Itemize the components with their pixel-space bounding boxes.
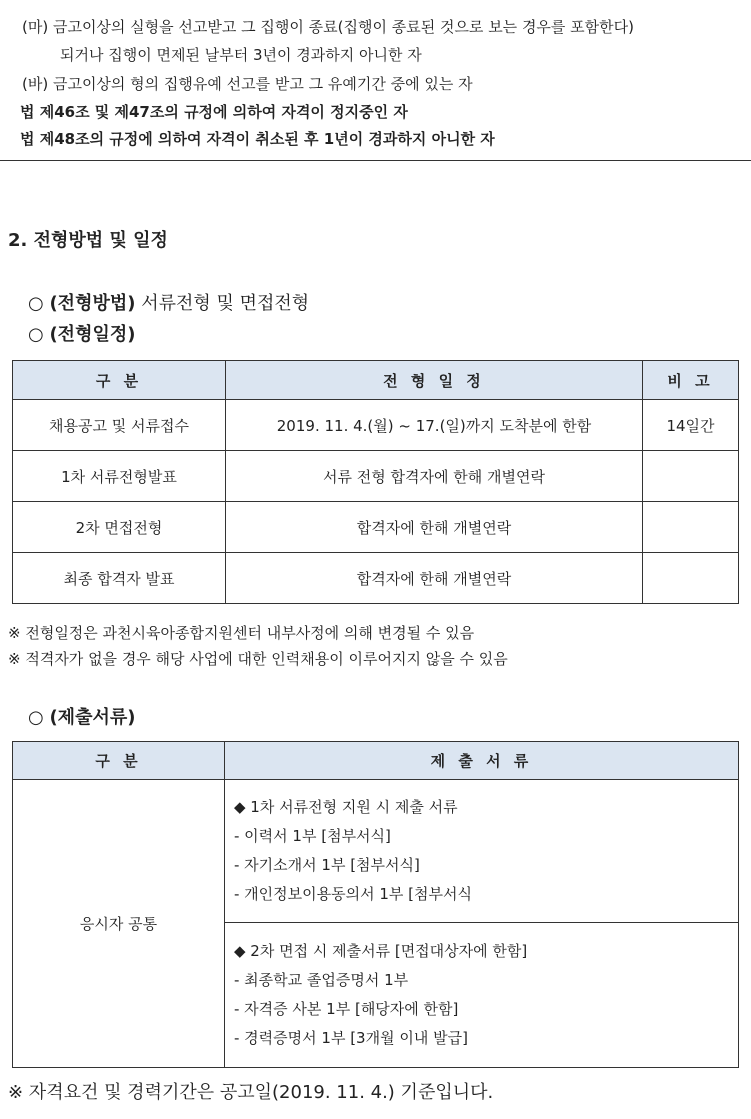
documents-label: (제출서류): [49, 707, 136, 728]
list-item: - 이력서 1부 [첨부서식]: [234, 827, 391, 845]
schedule-label: (전형일정): [49, 324, 136, 345]
list-item: - 자기소개서 1부 [첨부서식]: [234, 856, 420, 874]
header-documents: 제 출 서 류: [225, 742, 739, 780]
circle-bullet-icon: ○: [28, 324, 44, 345]
documents-group-2: [225, 923, 739, 1068]
item-ba: (바) 금고이상의 형의 집행유예 선고를 받고 그 유예기간 중에 있는 자: [22, 75, 473, 93]
schedule-line: [28, 320, 135, 346]
header-schedule: 전 형 일 정: [226, 361, 643, 400]
law-item-2: 법 제48조의 규정에 의하여 자격이 취소된 후 1년이 경과하지 아니한 자: [20, 130, 495, 148]
documents-group-1: [225, 780, 739, 923]
documents-line: [28, 703, 135, 729]
row-category: 1차 서류전형발표: [13, 451, 226, 502]
row-category: 채용공고 및 서류접수: [13, 400, 226, 451]
list-item: - 개인정보이용동의서 1부 [첨부서식: [234, 885, 472, 903]
table-row: [13, 780, 739, 923]
row-note: [643, 451, 739, 502]
row-category: 2차 면접전형: [13, 502, 226, 553]
list-item: - 자격증 사본 1부 [해당자에 한함]: [234, 1000, 459, 1018]
method-label: (전형방법): [49, 293, 136, 314]
table-row: [13, 502, 739, 553]
documents-header-row: [13, 742, 739, 780]
header-category: 구 분: [13, 361, 226, 400]
law-item-1: 법 제46조 및 제47조의 규정에 의하여 자격이 정지중인 자: [20, 103, 408, 121]
schedule-table: [12, 360, 739, 604]
section-heading: 2. 전형방법 및 일정: [8, 230, 168, 251]
table-row: [13, 553, 739, 604]
circle-bullet-icon: ○: [28, 293, 44, 314]
note-2: ※ 적격자가 없을 경우 해당 사업에 대한 인력채용이 이루어지지 않을 수 있음: [8, 650, 508, 668]
circle-bullet-icon: ○: [28, 707, 44, 728]
note-1: ※ 전형일정은 과천시육아종합지원센터 내부사정에 의해 변경될 수 있음: [8, 624, 475, 642]
section-divider: [0, 160, 751, 161]
schedule-header-row: [13, 361, 739, 400]
footer-note: ※ 자격요건 및 경력기간은 공고일(2019. 11. 4.) 기준입니다.: [8, 1082, 494, 1103]
group-1-title: ◆ 1차 서류전형 지원 시 제출 서류: [234, 798, 458, 816]
row-schedule: 합격자에 한해 개별연락: [226, 502, 643, 553]
documents-table: [12, 741, 739, 1068]
group-2-title: ◆ 2차 면접 시 제출서류 [면접대상자에 한함]: [234, 942, 528, 960]
row-schedule: 2019. 11. 4.(월) ~ 17.(일)까지 도착분에 한함: [226, 400, 643, 451]
row-note: 14일간: [643, 400, 739, 451]
row-category: 최종 합격자 발표: [13, 553, 226, 604]
list-item: - 경력증명서 1부 [3개월 이내 발급]: [234, 1029, 468, 1047]
header-category: 구 분: [13, 742, 225, 780]
list-item: - 최종학교 졸업증명서 1부: [234, 971, 409, 989]
row-note: [643, 553, 739, 604]
method-line: [28, 289, 309, 315]
item-ma-line1: (마) 금고이상의 실형을 선고받고 그 집행이 종료(집행이 종료된 것으로 보는 경우를 포함한다): [22, 18, 634, 36]
row-schedule: 서류 전형 합격자에 한해 개별연락: [226, 451, 643, 502]
header-note: 비 고: [643, 361, 739, 400]
row-note: [643, 502, 739, 553]
table-row: [13, 451, 739, 502]
row-schedule: 합격자에 한해 개별연락: [226, 553, 643, 604]
table-row: [13, 400, 739, 451]
documents-category: 응시자 공통: [13, 780, 225, 1068]
item-ma-line2: 되거나 집행이 면제된 날부터 3년이 경과하지 아니한 자: [60, 46, 422, 64]
method-text: 서류전형 및 면접전형: [141, 293, 310, 314]
